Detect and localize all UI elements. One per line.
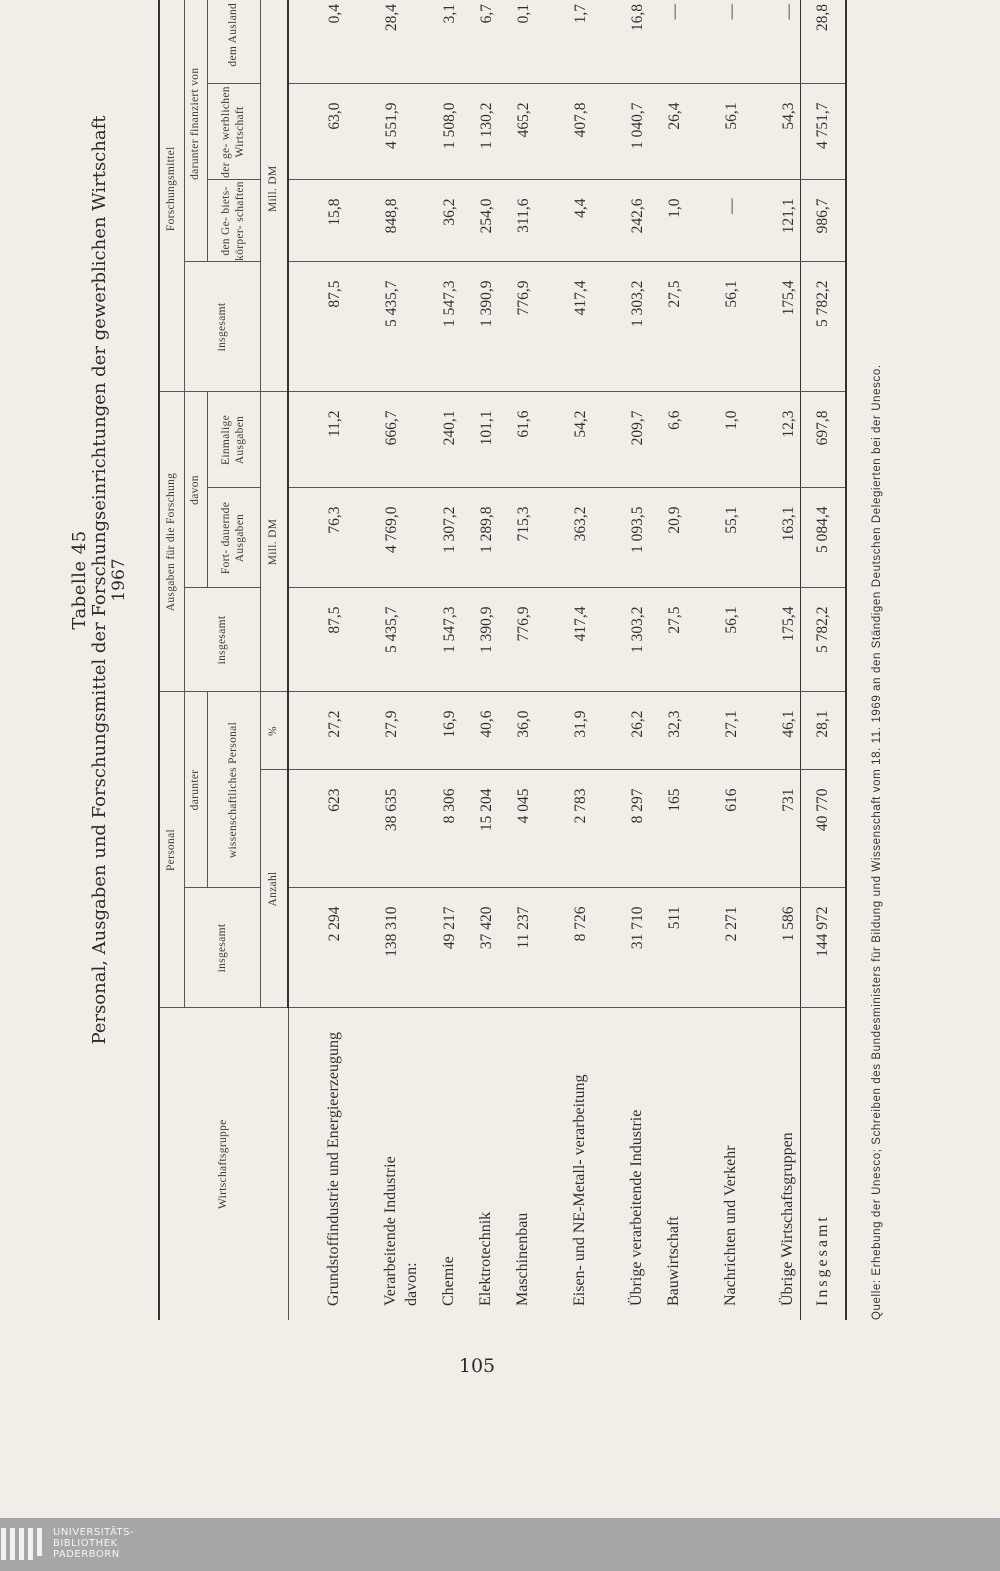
total-cell: 40 770 [801, 770, 847, 888]
table-cell: 1 390,9 [461, 588, 498, 692]
row-label: Verarbeitende Industrie [382, 1156, 400, 1306]
header-ausland: dem Ausland [208, 0, 261, 84]
table-cell: 16,9 [424, 692, 461, 770]
table-cell: 175,4 [743, 588, 801, 692]
table-cell: 54,2 [535, 392, 592, 488]
table-row [743, 0, 801, 1320]
table-cell: 1 303,2 [592, 262, 649, 392]
table-cell: 407,8 [535, 84, 592, 180]
table-cell: 776,9 [498, 588, 535, 692]
table-cell: 175,4 [743, 262, 801, 392]
table-cell: 5 435,7 [346, 262, 403, 392]
table-cell: 1 390,9 [461, 262, 498, 392]
table-cell: 63,0 [288, 84, 346, 180]
library-logo-icon [0, 1528, 48, 1566]
table-cell: 37 420 [461, 888, 498, 1008]
table-row [649, 0, 686, 1320]
table-cell: 1 130,2 [461, 84, 498, 180]
table-cell: — [686, 180, 743, 262]
unit-mill-dm-ausgaben: Mill. DM [261, 392, 289, 692]
table-cell [403, 180, 424, 262]
table-cell: 465,2 [498, 84, 535, 180]
table-cell: 36,2 [424, 180, 461, 262]
group-header-forschungsmittel: Forschungsmittel [159, 0, 185, 392]
total-cell: 986,7 [801, 180, 847, 262]
row-label: Nachrichten und Verkehr [722, 1145, 740, 1306]
table-row [686, 0, 743, 1320]
data-table [158, 0, 847, 1320]
table-cell: 20,9 [649, 488, 686, 588]
table-cell: 1 307,2 [424, 488, 461, 588]
table-row [498, 0, 535, 1320]
table-cell: 715,3 [498, 488, 535, 588]
library-name-line-3: PADERBORN [53, 1549, 120, 1560]
table-cell: 54,3 [743, 84, 801, 180]
table-cell: 61,6 [498, 392, 535, 488]
table-cell: 848,8 [346, 180, 403, 262]
row-label: Eisen- und NE-Metall- verarbeitung [571, 1074, 589, 1306]
table-cell: 1,7 [535, 0, 592, 84]
unit-mill-dm-mittel: Mill. DM [261, 0, 289, 392]
column-header-wirtschaftsgruppe: Wirtschaftsgruppe [159, 1008, 288, 1320]
table-cell: 36,0 [498, 692, 535, 770]
row-label: Übrige Wirtschaftsgruppen [779, 1132, 797, 1306]
page-number: 105 [458, 1355, 496, 1377]
table-cell: 27,1 [686, 692, 743, 770]
table-cell: 8 297 [592, 770, 649, 888]
library-name-line-2: BIBLIOTHEK [53, 1538, 118, 1549]
header-personal-darunter: darunter [185, 692, 208, 888]
table-cell: 240,1 [424, 392, 461, 488]
table-row [535, 0, 592, 1320]
row-label: Bauwirtschaft [665, 1216, 683, 1306]
table-cell: 3,1 [424, 0, 461, 84]
table-cell: 40,6 [461, 692, 498, 770]
table-cell: 31 710 [592, 888, 649, 1008]
table-cell: 1 508,0 [424, 84, 461, 180]
unit-anzahl: Anzahl [261, 770, 289, 1008]
table-cell: 2 783 [535, 770, 592, 888]
total-cell: 28,1 [801, 692, 847, 770]
table-cell: 15 204 [461, 770, 498, 888]
table-cell: 616 [686, 770, 743, 888]
header-gebietskoerperschaften: den Ge- biets- körper- schaften [208, 180, 261, 262]
total-row [801, 0, 847, 1320]
table-cell: 1 289,8 [461, 488, 498, 588]
table-cell: 417,4 [535, 588, 592, 692]
table-cell: 731 [743, 770, 801, 888]
library-name [53, 1527, 134, 1560]
table-cell: 2 294 [288, 888, 346, 1008]
total-cell: 5 084,4 [801, 488, 847, 588]
table-cell: 38 635 [346, 770, 403, 888]
table-cell: 4 551,9 [346, 84, 403, 180]
source-note: Quelle: Erhebung der Unesco; Schreiben des Bundesministers für Bildung und Wissenschaft vom 18. 11. 1969 an den Ständigen Deutschen Delegierten bei der Unesco. [871, 364, 883, 1320]
header-personal-insgesamt: insgesamt [185, 888, 261, 1008]
table-cell: 4 045 [498, 770, 535, 888]
table-cell: 623 [288, 770, 346, 888]
table-cell: 49 217 [424, 888, 461, 1008]
table-cell: 87,5 [288, 262, 346, 392]
table-cell: 511 [649, 888, 686, 1008]
table-cell: 138 310 [346, 888, 403, 1008]
table-cell: 27,2 [288, 692, 346, 770]
table-cell: 1 547,3 [424, 262, 461, 392]
table-cell [403, 262, 424, 392]
row-label: Übrige verarbeitende Industrie [628, 1109, 646, 1306]
row-label: Grundstoffindustrie und Energieerzeugung [325, 1031, 343, 1306]
table-cell: 56,1 [686, 588, 743, 692]
total-cell: 144 972 [801, 888, 847, 1008]
table-body [288, 0, 846, 1320]
table-cell: 56,1 [686, 262, 743, 392]
table-cell: 165 [649, 770, 686, 888]
table-cell: — [743, 0, 801, 84]
total-cell: 5 782,2 [801, 588, 847, 692]
table-cell: 12,3 [743, 392, 801, 488]
header-einmalige-ausgaben: Einmalige Ausgaben [208, 392, 261, 488]
table-cell: 4,4 [535, 180, 592, 262]
library-name-line-1: UNIVERSITÄTS- [53, 1527, 135, 1538]
table-cell [403, 692, 424, 770]
table-cell: 2 271 [686, 888, 743, 1008]
table-cell [403, 588, 424, 692]
total-label: Insgesamt [801, 1008, 847, 1320]
total-cell: 5 782,2 [801, 262, 847, 392]
total-cell: 28,8 [801, 0, 847, 84]
table-cell [403, 0, 424, 84]
table-cell: 8 726 [535, 888, 592, 1008]
table-cell: 27,5 [649, 588, 686, 692]
table-cell: 311,6 [498, 180, 535, 262]
table-number: Tabelle 45 [69, 530, 90, 630]
table-cell: 254,0 [461, 180, 498, 262]
group-header-ausgaben: Ausgaben für die Forschung [159, 392, 185, 692]
table-cell: 1 040,7 [592, 84, 649, 180]
table-cell: 121,1 [743, 180, 801, 262]
row-label: davon: [403, 1262, 421, 1306]
table-cell: 28,4 [346, 0, 403, 84]
group-header-personal: Personal [159, 692, 185, 1008]
table-cell: 31,9 [535, 692, 592, 770]
table-cell: 32,3 [649, 692, 686, 770]
header-ausgaben-insgesamt: insgesamt [185, 588, 261, 692]
table-cell: 16,8 [592, 0, 649, 84]
table-row [592, 0, 649, 1320]
table-cell: 1,0 [649, 180, 686, 262]
table-cell: 363,2 [535, 488, 592, 588]
table-cell: 776,9 [498, 262, 535, 392]
table-cell: 1 547,3 [424, 588, 461, 692]
table-cell: 666,7 [346, 392, 403, 488]
row-label: Chemie [440, 1256, 458, 1306]
table-cell [403, 888, 424, 1008]
total-cell: 4 751,7 [801, 84, 847, 180]
table-cell: 163,1 [743, 488, 801, 588]
table-cell: 242,6 [592, 180, 649, 262]
table-cell: 87,5 [288, 588, 346, 692]
table-cell: 5 435,7 [346, 588, 403, 692]
table-cell: 0,1 [498, 0, 535, 84]
header-darunter-finanziert: darunter finanziert von [185, 0, 208, 262]
table-cell: 0,4 [288, 0, 346, 84]
header-mittel-insgesamt: insgesamt [185, 262, 261, 392]
header-fortdauernde-ausgaben: Fort- dauernde Ausgaben [208, 488, 261, 588]
table-cell [403, 392, 424, 488]
table-cell [403, 770, 424, 888]
table-cell: 6,7 [461, 0, 498, 84]
table-cell [403, 488, 424, 588]
rotated-table-page [70, 0, 970, 1340]
table-cell: 56,1 [686, 84, 743, 180]
table-title: Personal, Ausgaben und Forschungsmittel der Forschungseinrichtungen der gewerblichen Wirtschaft [89, 115, 111, 1045]
table-cell [403, 84, 424, 180]
table-cell: 1,0 [686, 392, 743, 488]
table-row [424, 0, 461, 1320]
table-cell: 26,2 [592, 692, 649, 770]
row-label: Elektrotechnik [477, 1211, 495, 1306]
table-cell: 46,1 [743, 692, 801, 770]
table-cell: 6,6 [649, 392, 686, 488]
table-cell: 1 586 [743, 888, 801, 1008]
header-wiss-personal: wissenschaftliches Personal [208, 692, 261, 888]
table-row [403, 0, 424, 1320]
table-cell: 1 303,2 [592, 588, 649, 692]
total-cell: 697,8 [801, 392, 847, 488]
table-row [346, 0, 403, 1320]
table-cell: 55,1 [686, 488, 743, 588]
table-cell: — [649, 0, 686, 84]
table-cell: 8 306 [424, 770, 461, 888]
table-heading [70, 0, 129, 1340]
table-cell: 11 237 [498, 888, 535, 1008]
table-cell: 11,2 [288, 392, 346, 488]
table-cell: 26,4 [649, 84, 686, 180]
table-cell: 15,8 [288, 180, 346, 262]
library-footer-bar [0, 1518, 1000, 1571]
table-cell: 101,1 [461, 392, 498, 488]
table-cell: — [686, 0, 743, 84]
row-label: Maschinenbau [514, 1212, 532, 1306]
table-cell: 76,3 [288, 488, 346, 588]
table-cell: 1 093,5 [592, 488, 649, 588]
table-row [288, 0, 346, 1320]
table-cell: 27,9 [346, 692, 403, 770]
unit-prozent: % [261, 692, 289, 770]
table-cell: 417,4 [535, 262, 592, 392]
table-year: 1967 [109, 558, 130, 602]
table-cell: 209,7 [592, 392, 649, 488]
header-ausgaben-davon: davon [185, 392, 208, 588]
header-gewerbliche-wirtschaft: der ge- werblichen Wirtschaft [208, 84, 261, 180]
table-cell: 4 769,0 [346, 488, 403, 588]
table-cell: 27,5 [649, 262, 686, 392]
table-row [461, 0, 498, 1320]
